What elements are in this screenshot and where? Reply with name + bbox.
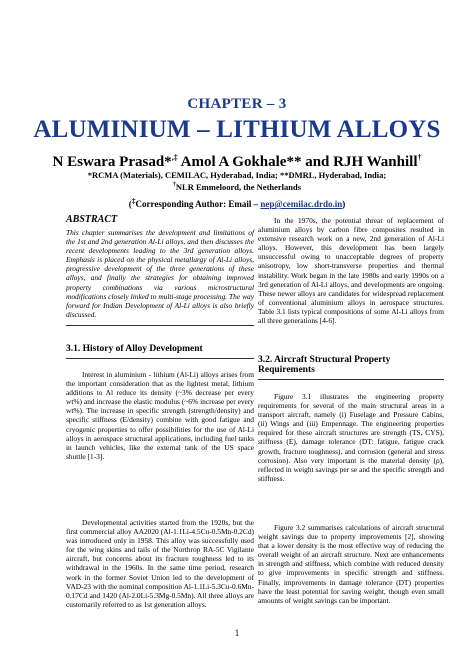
abstract-body: This chapter summarises the development and limitations of the 1st and 2nd generation Al-Li alloys, and then discusses the recent developments leading to the 3rd generation alloys. Emphasis is placed on the physical metallurgy of Al-Li alloys, progressive development of the three generations of these alloys, and finally the strategies for obtaining improved property combinations via various microstructural modifications closely linked to multi-stage processing. The way forward for Indian Development of Al-Li alloys is also briefly discussed. bbox=[66, 228, 254, 319]
author-2-3: Amol A Gokhale** and RJH Wanhill bbox=[177, 154, 418, 170]
affiliation-line-2 bbox=[0, 180, 474, 192]
corresponding-close: ) bbox=[342, 199, 346, 209]
chapter-label: CHAPTER – 3 bbox=[187, 96, 287, 112]
section-3-1-paragraph-2: Developmental activities started from the 1920s, but the first commercial alloy AA2020 (Al-1.1Li-4.5Cu-0.5Mn-0.2Cd) was introduced only in 1958. This alloy was successfully used for the wing skins and tails of the Northrop RA-5C Vigilante aircraft, but concerns about its fracture toughness led to its withdrawal in the 1960s. In the same time period, research work in the former Soviet Union led to the development of VAD-23 with the nominal composition Al-1.1Li-5.3Cu-0.6Mn-0.17Cd and 1420 (Al-2.0Li-5.3Mg-0.5Mn). All three alloys are customarily referred to as 1st generation alloys. bbox=[66, 518, 254, 609]
corresponding-mark: ‡ bbox=[131, 196, 136, 205]
abstract-box bbox=[66, 214, 254, 326]
author-list bbox=[0, 153, 474, 171]
corresponding-email-link[interactable]: nep@cemilac.drdo.in bbox=[260, 199, 343, 209]
page-number: 1 bbox=[234, 628, 240, 638]
abstract-heading: ABSTRACT bbox=[66, 214, 118, 225]
section-3-1-heading: 3.1. History of Alloy Development bbox=[66, 344, 203, 354]
author-1-mark: ,‡ bbox=[171, 153, 178, 162]
section-3-2-heading-box bbox=[258, 355, 444, 380]
section-3-2-paragraph-2: Figure 3.2 summarises calculations of aircraft structural weight savings due to property improvements [2], showing that a lower density is the most effective way of reducing the overall weight of an aircraft structure. Next are enhancements in strength and stiffness, which combine with reduced density to give improvements in specific strength and stiffness. Finally, improvements in damage tolerance (DT) properties have the least potential for saving weight, though even small amounts of weight savings can be important. bbox=[258, 523, 444, 605]
section-3-2-paragraph-1: Figure 3.1 illustrates the engineering property requirements for several of the main structural areas in a transport aircraft, namely (i) Fuselage and Pressure Cabins, (ii) Wings and (iii) Empennage. The engineering properties required for these aircraft structures are strength (TS, CYS), stiffness (E), damage tolerance (DT: fatigue, fatigue crack growth, fracture toughness), and corrosion (general and stress corrosion). Also very important is the material density (ρ), reflected in weight savings per se and the specific strength and stiffness. bbox=[258, 392, 444, 483]
affiliation-mark: † bbox=[172, 182, 176, 188]
chapter-title: ALUMINIUM – LITHIUM ALLOYS bbox=[33, 116, 441, 143]
affiliation-text: NLR Emmeloord, the Netherlands bbox=[175, 181, 302, 192]
section-3-2-heading: 3.2. Aircraft Structural Property Requirements bbox=[258, 355, 391, 375]
corresponding-open: ( bbox=[128, 199, 132, 209]
affiliation-line-1: *RCMA (Materials), CEMILAC, Hyderabad, India; **DMRL, Hyderabad, India; bbox=[87, 170, 387, 180]
corresponding-text: Corresponding Author: Email – bbox=[135, 199, 261, 209]
section-3-1-heading-box bbox=[66, 344, 254, 359]
author-3-mark: † bbox=[417, 153, 422, 162]
right-column-paragraph-1: In the 1970s, the potential threat of replacement of aluminium alloys by carbon fibre composites resulted in extensive research work on a new, 2nd generation of Al-Li alloys. However, this development has been largely unsuccessful owing to unacceptable degrees of property anisotropy, low short-transverse properties and thermal instability. Work began in the late 1980s and early 1990s on a 3rd generation of Al-Li alloys, and developments are ongoing. These newer alloys are candidates for widespread replacement of conventional aluminium alloys in aerospace structures. Table 3.1 lists typical compositions of some Al-Li alloys from all three generations [4-6]. bbox=[258, 216, 444, 326]
corresponding-author bbox=[0, 196, 474, 209]
author-1: N Eswara Prasad* bbox=[52, 154, 172, 170]
section-3-1-paragraph-1: Interest in aluminium - lithium (Al-Li) alloys arises from the important consideration that as the lightest metal, lithium additions to Al reduce its density (~3% decrease per every wt%) and increase the elastic modulus (~6% increase per every wt%). The increase in specific strength (strength/density) and specific stiffness (E/density) combine with good fatigue and cryogenic properties to offer possibilities for the use of Al-Li alloys in aerospace structural applications, including fuel tanks in launch vehicles, like the external tank of the US space shuttle [1-3]. bbox=[66, 370, 254, 461]
